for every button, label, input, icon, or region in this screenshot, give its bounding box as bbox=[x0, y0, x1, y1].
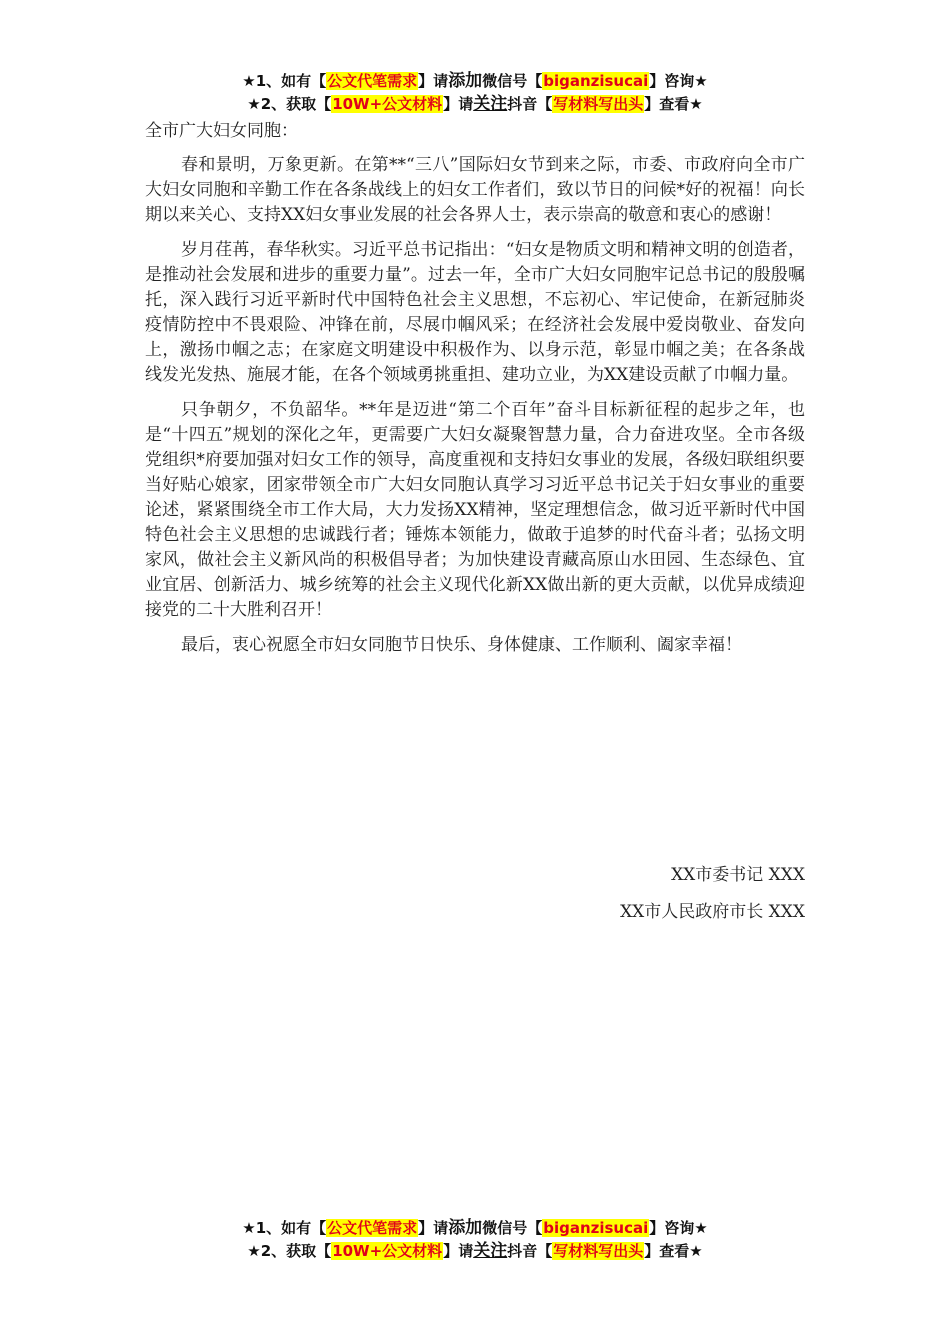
banner-text: ★1、如有【 bbox=[242, 1219, 327, 1237]
banner-text: 】查看★ bbox=[644, 1242, 703, 1260]
highlight-service: 公文代笔需求 bbox=[327, 72, 418, 90]
banner-text: 微信号【 bbox=[482, 1219, 543, 1237]
banner-text: 】查看★ bbox=[644, 95, 703, 113]
banner-text: 抖音【 bbox=[507, 1242, 553, 1260]
signature-block bbox=[620, 863, 805, 937]
highlight-materials: 10W+公文材料 bbox=[332, 1242, 443, 1260]
banner-text: ★2、获取【 bbox=[247, 1242, 332, 1260]
emphasis-add: 添加 bbox=[448, 1218, 483, 1238]
emphasis-follow: 关注 bbox=[473, 1241, 508, 1261]
paragraph-greeting: 春和景明，万象更新。在第**“三八”国际妇女节到来之际，市委、市政府向全市广大妇女同胞和辛勤工作在各条战线上的妇女工作者们，致以节日的问候*好的祝福！向长期以来关心、支持XX妇女事业发展的社会各界人士，表示崇高的敬意和衷心的感谢！ bbox=[145, 155, 805, 225]
highlight-douyin-account: 写材料写出头 bbox=[553, 95, 644, 113]
highlight-materials: 10W+公文材料 bbox=[332, 95, 443, 113]
signature-mayor: XX市人民政府市长 XXX bbox=[620, 902, 805, 922]
banner-text: ★1、如有【 bbox=[242, 72, 327, 90]
banner-line-1 bbox=[0, 70, 950, 93]
banner-text: ★2、获取【 bbox=[247, 95, 332, 113]
banner-text: 微信号【 bbox=[482, 72, 543, 90]
header-banner bbox=[0, 70, 950, 116]
footer-banner bbox=[0, 1217, 950, 1263]
banner-text: 】请 bbox=[418, 1219, 449, 1237]
banner-text: 】咨询★ bbox=[649, 1219, 708, 1237]
banner-text: 】请 bbox=[443, 1242, 474, 1260]
signature-party-secretary: XX市委书记 XXX bbox=[671, 865, 805, 885]
highlight-service: 公文代笔需求 bbox=[327, 1219, 418, 1237]
banner-text: 】请 bbox=[418, 72, 449, 90]
paragraph-closing: 最后，衷心祝愿全市妇女同胞节日快乐、身体健康、工作顺利、阖家幸福！ bbox=[181, 635, 742, 655]
highlight-douyin-account: 写材料写出头 bbox=[553, 1242, 644, 1260]
highlight-wechat-id: biganzisucai bbox=[543, 1219, 649, 1237]
banner-text: 】咨询★ bbox=[649, 72, 708, 90]
letter-body bbox=[145, 119, 805, 668]
paragraph-call-to-action: 只争朝夕，不负韶华。**年是迈进“第二个百年”奋斗目标新征程的起步之年，也是“十四五”规划的深化之年，更需要广大妇女凝聚智慧力量，合力奋进攻坚。全市各级党组织*府要加强对妇女工作的领导，高度重视和支持妇女事业的发展，各级妇联组织要当好贴心娘家，团家带领全市广大妇女同胞认真学习习近平总书记关于妇女事业的重要论述，紧紧围绕全市工作大局，大力发扬XX精神，坚定理想信念，做习近平新时代中国特色社会主义思想的忠诚践行者；锤炼本领能力，做敢于追梦的时代奋斗者；弘扬文明家风，做社会主义新风尚的积极倡导者；为加快建设青藏高原山水田园、生态绿色、宜业宜居、创新活力、城乡统筹的社会主义现代化新XX做出新的更大贡献，以优异成绩迎接党的二十大胜利召开！ bbox=[145, 400, 805, 620]
paragraph-review: 岁月荏苒，春华秋实。习近平总书记指出：“妇女是物质文明和精神文明的创造者，是推动社会发展和进步的重要力量”。过去一年，全市广大妇女同胞牢记总书记的殷殷嘱托，深入践行习近平新时代中国特色社会主义思想，不忘初心、牢记使命，在新冠肺炎疫情防控中不畏艰险、冲锋在前，尽展巾帼风采；在经济社会发展中爱岗敬业、奋发向上，激扬巾帼之志；在家庭文明建设中积极作为、以身示范，彰显巾帼之美；在各条战线发光发热、施展才能，在各个领域勇挑重担、建功立业，为XX建设贡献了巾帼力量。 bbox=[145, 240, 805, 385]
banner-line-2 bbox=[0, 93, 950, 116]
banner-text: 】请 bbox=[443, 95, 474, 113]
banner-line-2 bbox=[0, 1240, 950, 1263]
highlight-wechat-id: biganzisucai bbox=[543, 72, 649, 90]
banner-line-1 bbox=[0, 1217, 950, 1240]
banner-text: 抖音【 bbox=[507, 95, 553, 113]
salutation: 全市广大妇女同胞： bbox=[145, 121, 298, 141]
emphasis-follow: 关注 bbox=[473, 94, 508, 114]
emphasis-add: 添加 bbox=[448, 71, 483, 91]
